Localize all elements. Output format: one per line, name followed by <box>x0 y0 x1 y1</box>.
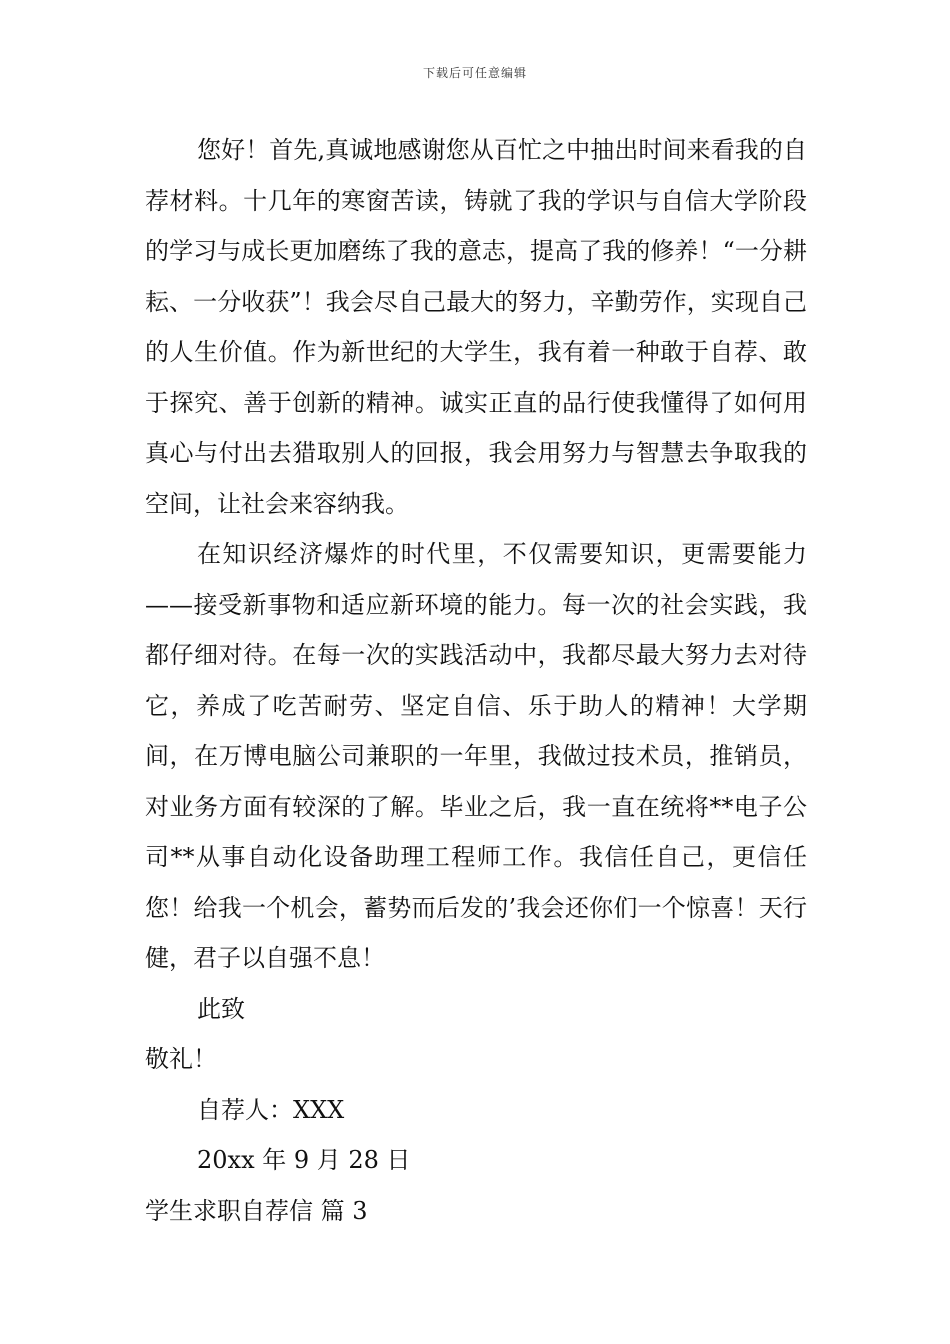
letter-body <box>145 125 807 1236</box>
next-section-title: 学生求职自荐信 篇 3 <box>145 1196 368 1225</box>
signature-line: 自荐人：XXX <box>197 1095 345 1124</box>
date-line: 20xx 年 9 月 28 日 <box>197 1146 411 1174</box>
closing-regards: 敬礼！ <box>145 1045 217 1073</box>
page-header-note: 下载后可任意编辑 <box>422 66 527 80</box>
letter-paragraph-1: 您好！首先,真诚地感谢您从百忙之中抽出时间来看我的自荐材料。十几年的寒窗苦读，铸就了我的学识与自信大学阶段的学习与成长更加磨练了我的意志，提高了我的修养！“一分耕耘、一分收获”！我会尽自己最大的努力，辛勤劳作，实现自己的人生价值。作为新世纪的大学生，我有着一种敢于自荐、敢于探究、善于创新的精神。诚实正直的品行使我懂得了如何用真心与付出去猎取别人的回报，我会用努力与智慧去争取我的空间，让社会来容纳我。 <box>145 136 807 518</box>
letter-paragraph-2: 在知识经济爆炸的时代里，不仅需要知识，更需要能力——接受新事物和适应新环境的能力。每一次的社会实践，我都仔细对待。在每一次的实践活动中，我都尽最大努力去对待它，养成了吃苦耐劳、坚定自信、乐于助人的精神！大学期间，在万博电脑公司兼职的一年里，我做过技术员，推销员，对业务方面有较深的了解。毕业之后，我一直在统将**电子公司**从事自动化设备助理工程师工作。我信任自己，更信任您！给我一个机会，蓄势而后发的’我会还你们一个惊喜！天行健，君子以自强不息！ <box>145 540 807 972</box>
closing-salutation: 此致 <box>197 994 245 1023</box>
